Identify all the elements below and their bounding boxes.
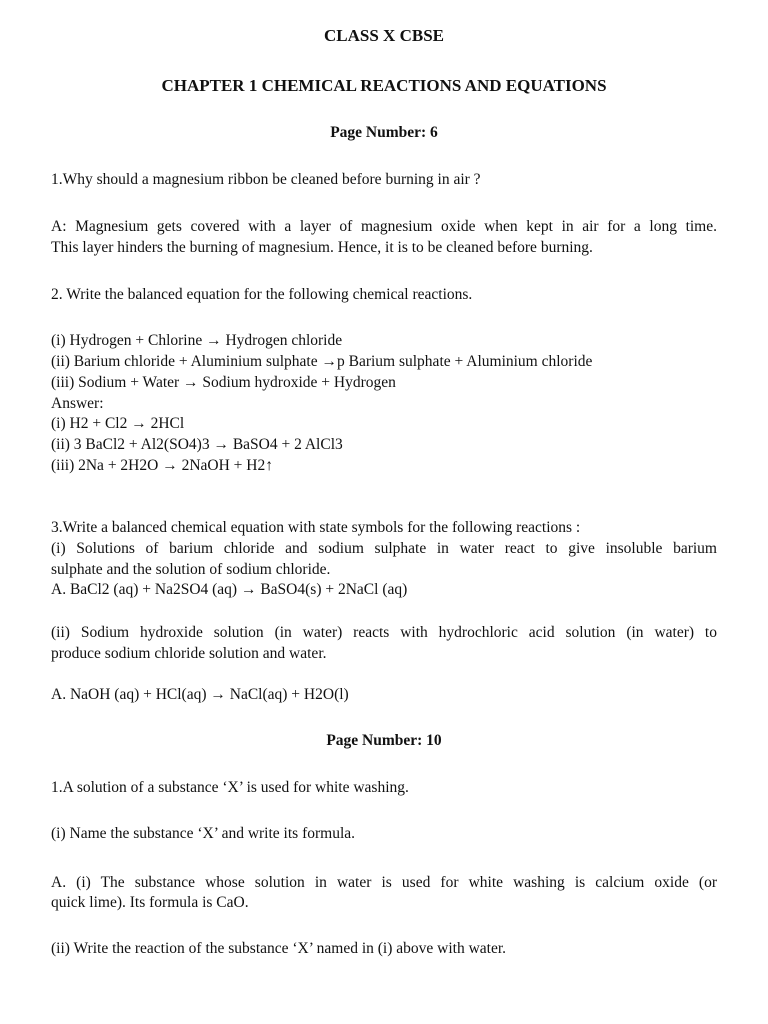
q3-part2-line-1: (ii) Sodium hydroxide solution (in water) reacts with hydrochloric acid solution (in water) to: [51, 624, 717, 641]
p10-question-1-part-2: (ii) Write the reaction of the substance ‘X’ named in (i) above with water.: [51, 940, 507, 957]
reaction-3: (iii) Sodium + Water → Sodium hydroxide + Hydrogen: [51, 374, 396, 391]
q3-part1-answer: A. BaCl2 (aq) + Na2SO4 (aq) → BaSO4(s) + 2NaCl (aq): [51, 581, 408, 598]
class-title: CLASS X CBSE: [324, 26, 444, 45]
answer-1-line-2: This layer hinders the burning of magnesium. Hence, it is to be cleaned before burning.: [51, 239, 593, 256]
q3-part2-line-2: produce sodium chloride solution and water.: [51, 645, 327, 662]
question-2: 2. Write the balanced equation for the following chemical reactions.: [51, 286, 473, 303]
equation-2: (ii) 3 BaCl2 + Al2(SO4)3 → BaSO4 + 2 AlCl3: [51, 436, 343, 453]
q3-part1-line-1: (i) Solutions of barium chloride and sodium sulphate in water react to give insoluble barium: [51, 540, 717, 557]
equation-1: (i) H2 + Cl2 → 2HCl: [51, 415, 185, 432]
page-number-heading: Page Number: 6: [330, 124, 438, 141]
question-1: 1.Why should a magnesium ribbon be cleaned before burning in air ?: [51, 171, 481, 188]
p10-answer-line-1: A. (i) The substance whose solution in water is used for white washing is calcium oxide (or: [51, 874, 717, 891]
p10-answer-line-2: quick lime). Its formula is CaO.: [51, 894, 249, 911]
p10-question-1: 1.A solution of a substance ‘X’ is used for white washing.: [51, 779, 409, 796]
reaction-2: (ii) Barium chloride + Aluminium sulphate →p Barium sulphate + Aluminium chloride: [51, 353, 593, 370]
page-number-heading-10: Page Number: 10: [326, 732, 442, 749]
p10-question-1-part-1: (i) Name the substance ‘X’ and write its formula.: [51, 825, 356, 842]
reaction-1: (i) Hydrogen + Chlorine → Hydrogen chloride: [51, 332, 343, 349]
chapter-title: CHAPTER 1 CHEMICAL REACTIONS AND EQUATIONS: [161, 76, 607, 95]
answer-label: Answer:: [51, 395, 104, 412]
question-3: 3.Write a balanced chemical equation with state symbols for the following reactions :: [51, 519, 581, 536]
q3-part1-line-2: sulphate and the solution of sodium chloride.: [51, 561, 331, 578]
equation-3: (iii) 2Na + 2H2O → 2NaOH + H2↑: [51, 457, 273, 474]
answer-1-line-1: A: Magnesium gets covered with a layer of magnesium oxide when kept in air for a long time.: [51, 218, 717, 235]
q3-part2-answer: A. NaOH (aq) + HCl(aq) → NaCl(aq) + H2O(l): [51, 686, 349, 703]
